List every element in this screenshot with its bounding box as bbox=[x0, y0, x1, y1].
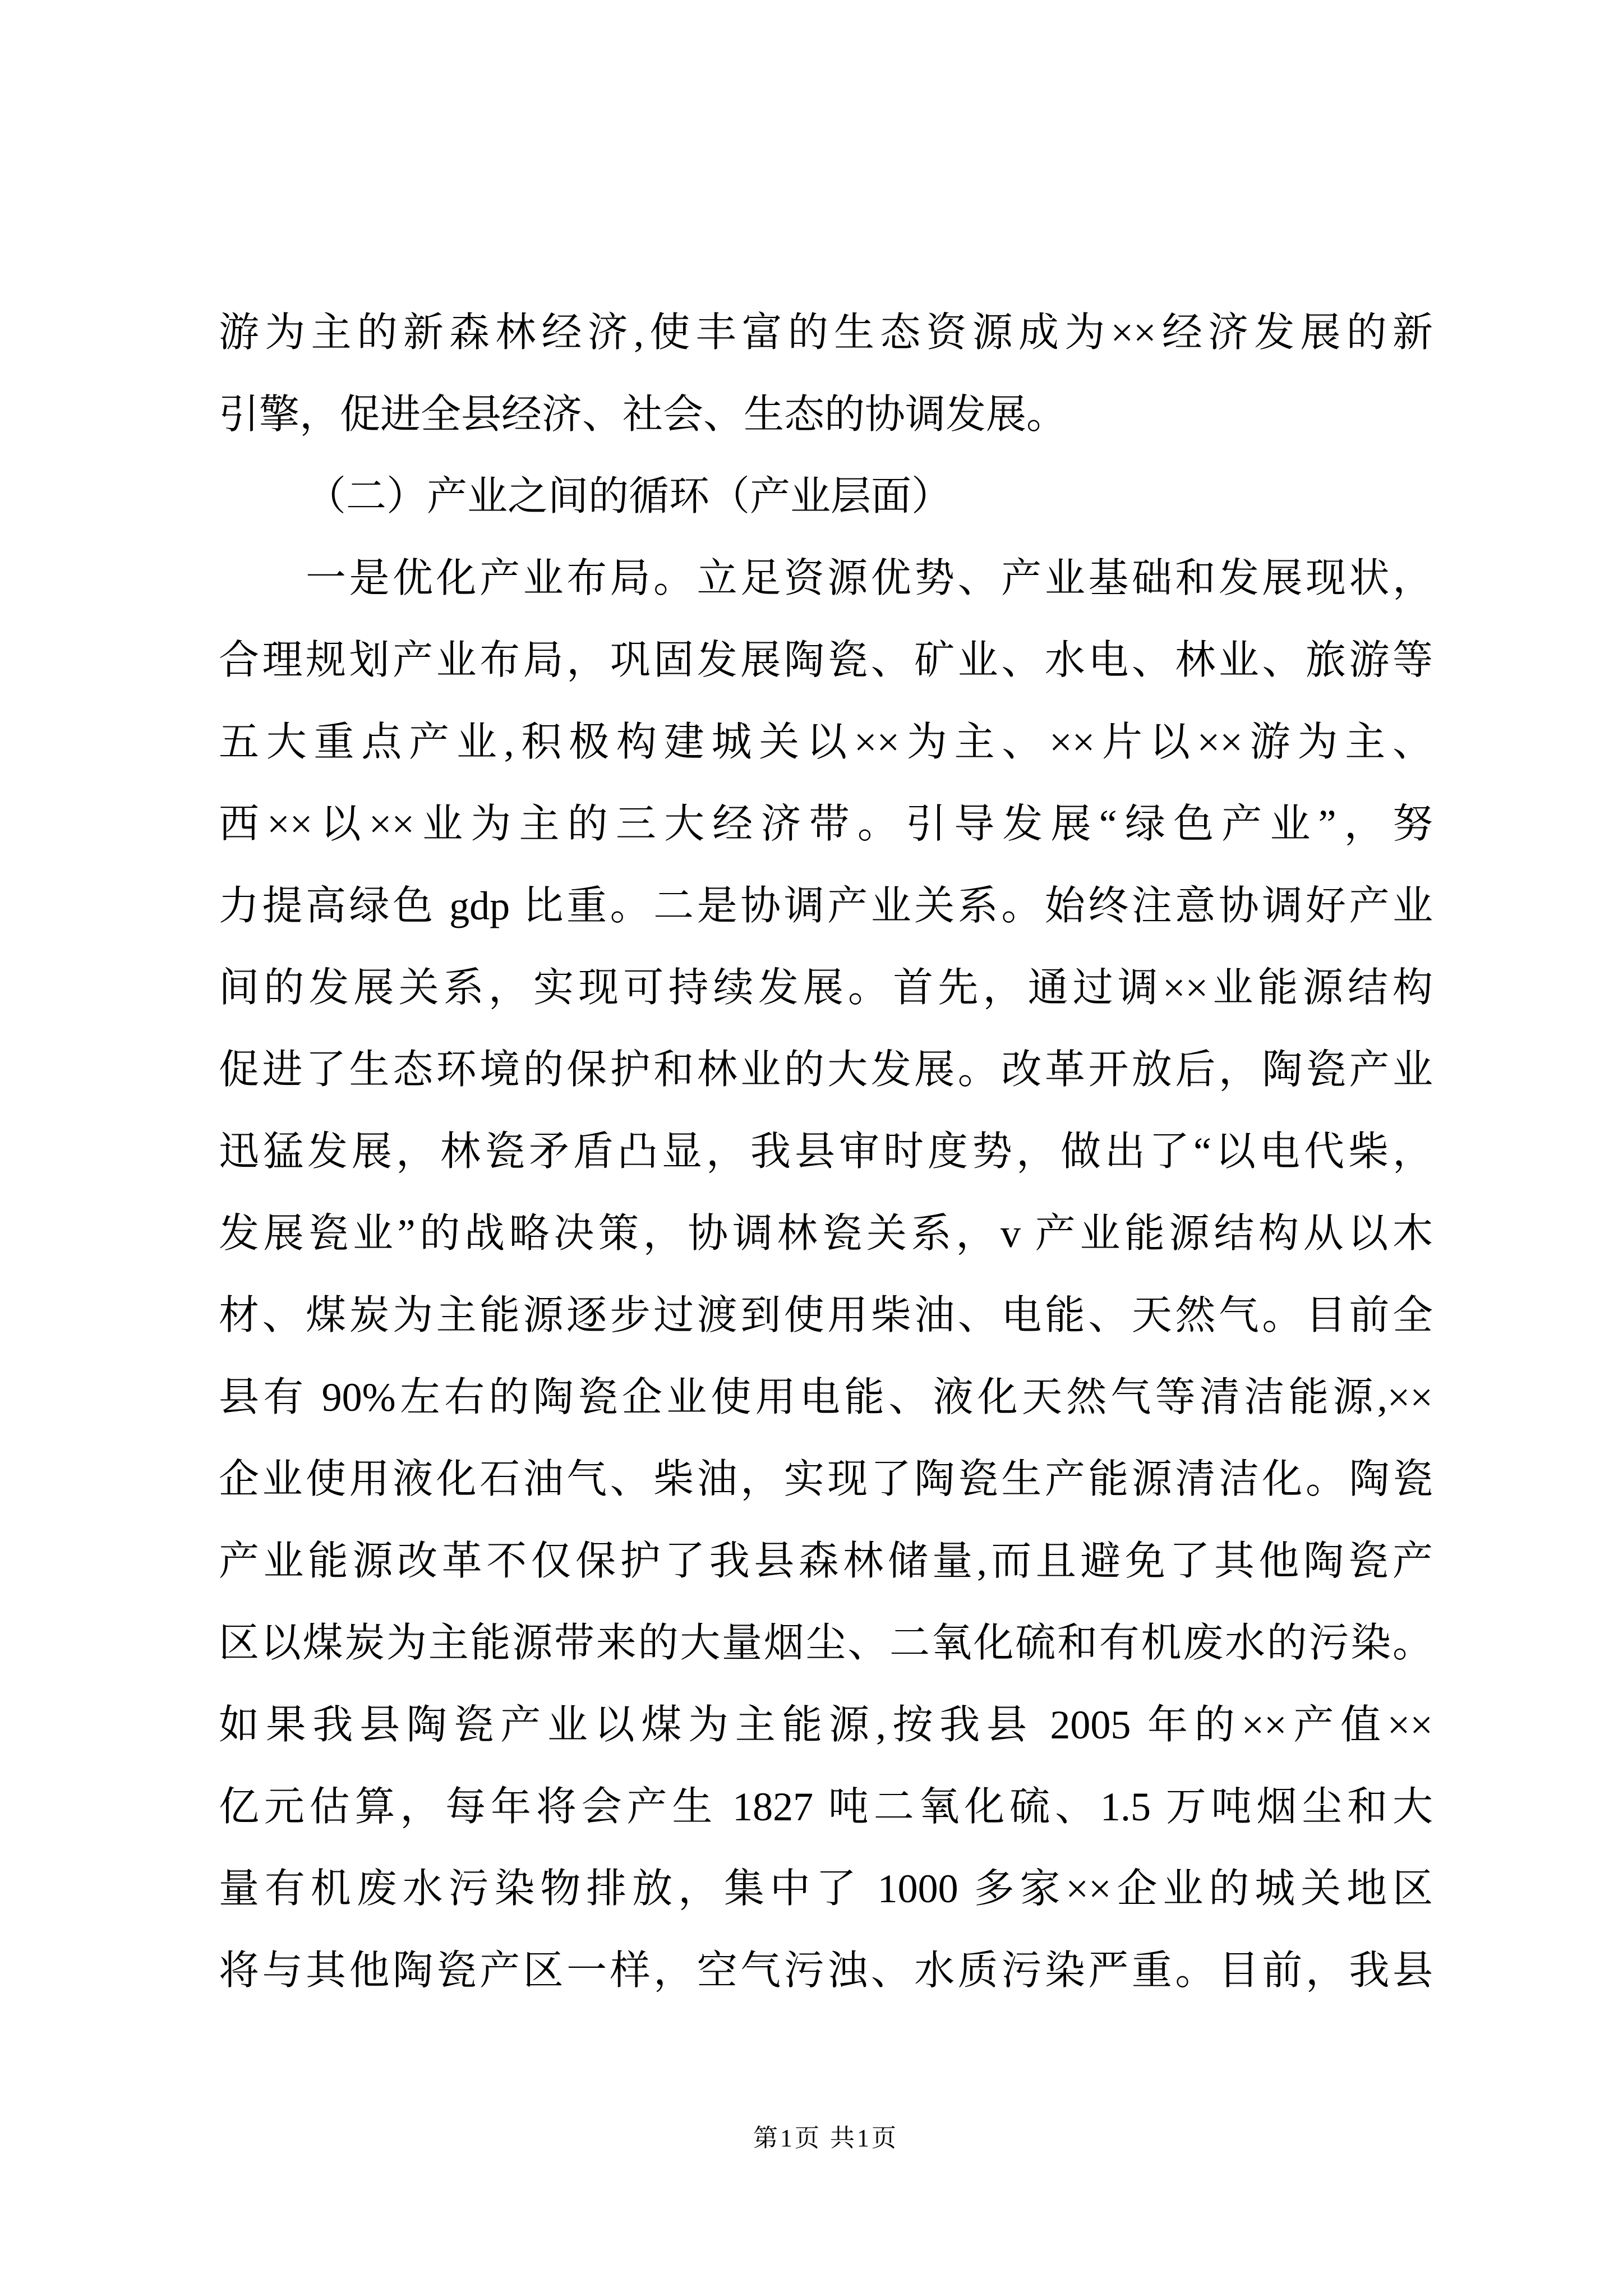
text-line: 间的发展关系，实现可持续发展。首先，通过调××业能源结构 bbox=[219, 965, 1433, 1010]
text-line: 合理规划产业布局，巩固发展陶瓷、矿业、水电、林业、旅游等 bbox=[219, 638, 1433, 683]
text-line: 促进了生态环境的保护和林业的大发展。改革开放后，陶瓷产业 bbox=[219, 1047, 1433, 1092]
text-line: 游为主的新森林经济,使丰富的生态资源成为××经济发展的新 bbox=[219, 310, 1433, 355]
text-line: 县有 90%左右的陶瓷企业使用电能、液化天然气等清洁能源,×× bbox=[219, 1375, 1433, 1420]
text-line: 发展瓷业”的战略决策，协调林瓷关系，v 产业能源结构从以木 bbox=[219, 1211, 1433, 1256]
text-line: 量有机废水污染物排放，集中了 1000 多家××企业的城关地区 bbox=[219, 1866, 1433, 1911]
text-line: 引擎，促进全县经济、社会、生态的协调发展。 bbox=[219, 392, 1067, 437]
text-line: 材、煤炭为主能源逐步过渡到使用柴油、电能、天然气。目前全 bbox=[219, 1293, 1433, 1338]
text-line: 一是优化产业布局。立足资源优势、产业基础和发展现状， bbox=[306, 556, 1433, 601]
text-line: 力提高绿色 gdp 比重。二是协调产业关系。始终注意协调好产业 bbox=[219, 884, 1433, 928]
document-body bbox=[219, 292, 1433, 2012]
text-line: 迅猛发展，林瓷矛盾凸显，我县审时度势，做出了“以电代柴， bbox=[219, 1129, 1433, 1174]
page-number-label: 第1页 共1页 bbox=[753, 2124, 898, 2152]
text-line: 区以煤炭为主能源带来的大量烟尘、二氧化硫和有机废水的污染。 bbox=[219, 1621, 1433, 1665]
text-line-section-heading: （二）产业之间的循环（产业层面） bbox=[306, 474, 952, 519]
text-line: 将与其他陶瓷产区一样，空气污浊、水质污染严重。目前，我县 bbox=[219, 1948, 1433, 1993]
page-footer bbox=[219, 2122, 1433, 2155]
text-line: 企业使用液化石油气、柴油，实现了陶瓷生产能源清洁化。陶瓷 bbox=[219, 1457, 1433, 1502]
text-line: 产业能源改革不仅保护了我县森林储量,而且避免了其他陶瓷产 bbox=[219, 1539, 1433, 1584]
text-line: 亿元估算，每年将会产生 1827 吨二氧化硫、1.5 万吨烟尘和大 bbox=[219, 1784, 1433, 1829]
text-line: 西××以××业为主的三大经济带。引导发展“绿色产业”，努 bbox=[219, 802, 1433, 846]
text-line: 五大重点产业,积极构建城关以××为主、××片以××游为主、 bbox=[219, 720, 1433, 765]
text-line: 如果我县陶瓷产业以煤为主能源,按我县 2005 年的××产值×× bbox=[219, 1703, 1433, 1747]
